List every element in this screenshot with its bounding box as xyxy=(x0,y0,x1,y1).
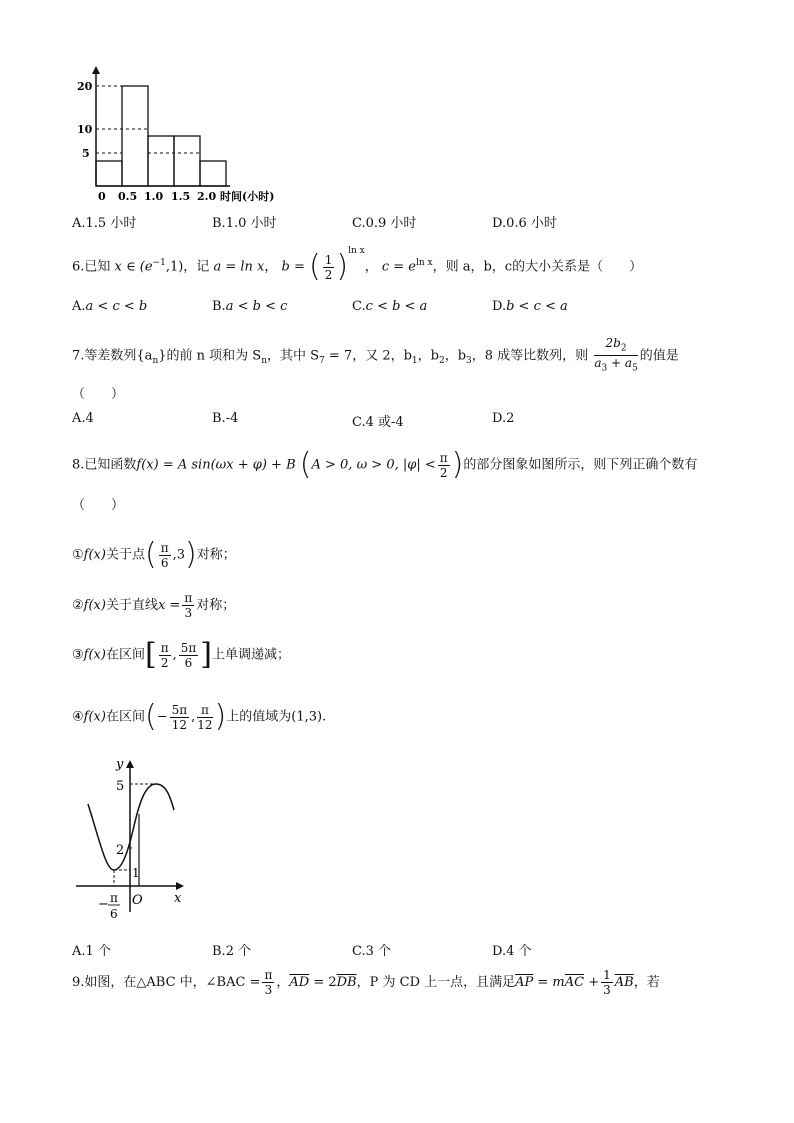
q5-option-b[interactable]: B.1.0 小时 xyxy=(212,216,277,231)
q5-option-c[interactable]: C.0.9 小时 xyxy=(352,216,417,231)
q6-option-d[interactable]: D.b < c < a xyxy=(492,299,568,314)
q7-blank: （ ） xyxy=(72,387,125,402)
q9-stem: 9.如图，在△ABC 中，∠BAC = $\frac{\pi}{3}$ ，$\overline{AD} = 2\overline{DB}$，P 为 CD 上一点，且满足$\overline{AP} = m\overline{AC}$ + $\frac{1}{3}$ $\overline{AB}$，若 xyxy=(72,968,660,997)
hist-x-label: 时间(小时) xyxy=(220,190,275,202)
q6-option-b[interactable]: B.a < b < c xyxy=(212,299,288,314)
q7-option-a[interactable]: A.4 xyxy=(72,411,94,426)
q7-option-c[interactable]: C.4 或-4 xyxy=(352,415,404,430)
hist-ytick-10: 10 xyxy=(77,123,93,136)
histogram-bars xyxy=(96,86,226,186)
q7-option-b[interactable]: B.-4 xyxy=(212,411,239,426)
function-graph xyxy=(70,752,200,927)
q8-statement-4: ④f(x)在区间(− $\frac{5\pi}{12}$ , $\frac{\pi}{12}$ )上的值域为(1,3). xyxy=(72,699,327,734)
hist-bar-2 xyxy=(148,136,174,186)
q6-option-a[interactable]: A.a < c < b xyxy=(72,299,148,314)
histogram-figure xyxy=(70,62,300,202)
q5-option-d[interactable]: D.0.6 小时 xyxy=(492,216,557,231)
q8-statement-2: ②f(x)关于直线x = $\frac{\pi}{3}$ 对称； xyxy=(72,591,236,620)
graph-ytick-2: 2 xyxy=(116,843,125,858)
graph-curve xyxy=(88,784,174,870)
q8-statement-1: ①f(x)关于点( $\frac{\pi}{6}$ ,3)对称； xyxy=(72,537,236,572)
q7-stem: 7.等差数列$\{a_n\}$的前 n 项和为 $S_n$，其中 $S_7 = 7$，又 2，$b_1$，$b_2$，$b_3$，8 成等比数列，则 $\frac{2b_2}{a_3 + a_5}$ 的值是 xyxy=(72,336,679,374)
hist-xtick-15: 1.5 xyxy=(171,190,191,202)
q7-option-d[interactable]: D.2 xyxy=(492,411,515,426)
hist-xtick-0: 0 xyxy=(98,190,106,202)
hist-xtick-20: 2.0 xyxy=(197,190,217,202)
graph-xtick-minus: − xyxy=(98,897,109,912)
q8-blank: （ ） xyxy=(72,498,125,513)
graph-y-arrow xyxy=(126,760,134,768)
hist-bar-1 xyxy=(122,86,148,186)
q8-stem: 8.已知函数f(x) = A sin(ωx + φ) + B (A > 0, ω > 0, |φ| < $\frac{\pi}{2}$ )的部分图象如图所示，则下列正确个数有 xyxy=(72,447,698,482)
graph-xtick-den: 6 xyxy=(110,907,118,921)
q8-option-b[interactable]: B.2 个 xyxy=(212,944,252,959)
q8-option-d[interactable]: D.4 个 xyxy=(492,944,532,959)
hist-xtick-10: 1.0 xyxy=(144,190,164,202)
q6-stem: 6.已知 x ∈ $(e^{-1},1)$，记 a = ln x， b = ( $\frac{1}{2}$ )$^{ln x}$， $c = e^{ln x}$，则 a，b，c的大小关系是（ ） xyxy=(72,246,643,284)
hist-y-arrow xyxy=(92,66,100,74)
graph-x-arrow xyxy=(176,882,184,890)
q8-statement-3: ③f(x)在区间[ $\frac{\pi}{2}$ , $\frac{5\pi}{6}$ ]上单调递减； xyxy=(72,637,290,672)
graph-origin: O xyxy=(132,893,143,908)
graph-x-label: x xyxy=(174,891,182,906)
hist-ytick-20: 20 xyxy=(77,80,93,93)
q5-option-a[interactable]: A.1.5 小时 xyxy=(72,216,137,231)
graph-xtick-num: π xyxy=(110,891,118,905)
graph-ytick-1: 1 xyxy=(132,866,140,880)
q8-option-c[interactable]: C.3 个 xyxy=(352,944,392,959)
hist-xtick-05: 0.5 xyxy=(118,190,138,202)
q8-option-a[interactable]: A.1 个 xyxy=(72,944,111,959)
graph-y-label: y xyxy=(116,757,124,772)
hist-bar-4 xyxy=(200,161,226,186)
graph-ytick-5: 5 xyxy=(116,779,125,794)
q6-option-c[interactable]: C.c < b < a xyxy=(352,299,428,314)
hist-ytick-5: 5 xyxy=(82,147,90,160)
hist-bar-0 xyxy=(96,161,122,186)
hist-bar-3 xyxy=(174,136,200,186)
